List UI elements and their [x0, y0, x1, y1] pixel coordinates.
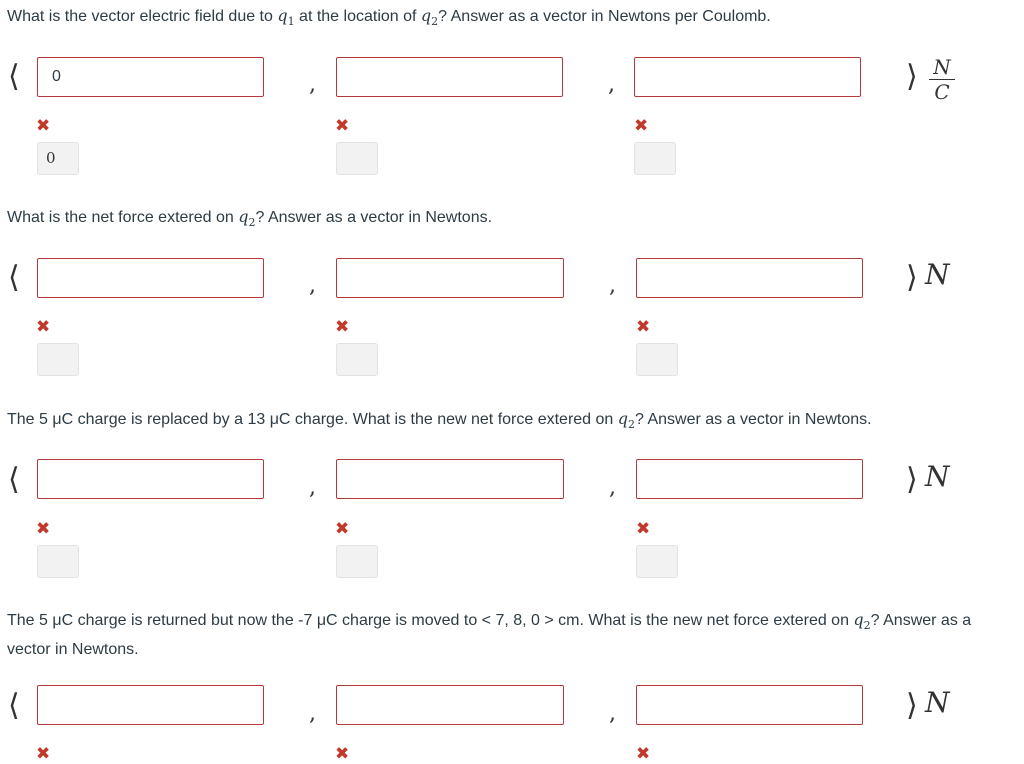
close-bracket: ⟩ — [906, 59, 918, 94]
close-bracket: ⟩ — [906, 688, 918, 723]
q1-symbol — [277, 6, 295, 29]
question-1-text-part: What is the vector electric field due to — [7, 8, 278, 25]
incorrect-icon: ✖ — [636, 317, 651, 337]
question-2-text-part: ? Answer as a vector in Newtons. — [255, 209, 493, 226]
q2-symbol — [853, 610, 871, 633]
unit-denominator: C — [934, 80, 950, 104]
q2-var: q — [617, 409, 629, 428]
q1-sub: 1 — [287, 15, 295, 29]
question-1-text-part: ? Answer as a vector in Newtons per Coulomb. — [438, 8, 771, 25]
comma: , — [609, 701, 616, 726]
incorrect-icon: ✖ — [335, 317, 350, 337]
q1-var: q — [277, 6, 288, 25]
question-3-text-part: The 5 μC charge is replaced by a 13 μC charge. What is the new net force extered on — [7, 411, 618, 428]
q2-var: q — [238, 207, 249, 226]
q4-x-input[interactable] — [37, 685, 264, 725]
incorrect-icon: ✖ — [36, 116, 51, 136]
unit-numerator: N — [933, 55, 951, 79]
comma: , — [309, 475, 316, 500]
q2-z-preview — [636, 343, 678, 376]
q3-x-preview — [37, 545, 79, 578]
q2-var: q — [853, 610, 864, 629]
q1-x-preview: 0 — [37, 142, 79, 175]
q2-y-input[interactable] — [336, 258, 564, 298]
incorrect-icon: ✖ — [335, 519, 350, 539]
incorrect-icon: ✖ — [36, 519, 51, 539]
q2-symbol — [617, 409, 636, 432]
question-3-text-part: ? Answer as a vector in Newtons. — [635, 411, 872, 428]
q2-y-preview — [336, 343, 378, 376]
q3-x-input[interactable] — [37, 459, 264, 499]
incorrect-icon: ✖ — [636, 744, 651, 764]
close-bracket: ⟩ — [906, 462, 918, 497]
open-bracket: ⟨ — [8, 59, 20, 94]
question-2-text-part: What is the net force extered on — [7, 209, 239, 226]
q2-symbol — [238, 207, 256, 230]
question-4-text — [7, 608, 1019, 662]
q3-z-input[interactable] — [636, 459, 863, 499]
q1-x-input[interactable] — [37, 57, 264, 97]
incorrect-icon: ✖ — [634, 116, 649, 136]
comma: , — [609, 475, 616, 500]
q2-symbol — [420, 6, 439, 29]
q2-sub: 2 — [628, 418, 636, 432]
unit-n-per-c — [929, 56, 955, 103]
comma: , — [309, 701, 316, 726]
q1-z-input[interactable] — [634, 57, 861, 97]
question-3-text — [7, 407, 1019, 437]
q3-y-input[interactable] — [336, 459, 564, 499]
q3-y-preview — [336, 545, 378, 578]
q1-y-input[interactable] — [336, 57, 563, 97]
close-bracket: ⟩ — [906, 260, 918, 295]
q2-x-input[interactable] — [37, 258, 264, 298]
open-bracket: ⟨ — [8, 462, 20, 497]
question-1-text-part: at the location of — [294, 8, 421, 25]
question-2-text — [7, 205, 1019, 235]
q3-z-preview — [636, 545, 678, 578]
q2-sub: 2 — [248, 216, 256, 230]
comma: , — [608, 72, 615, 97]
comma: , — [309, 273, 316, 298]
q2-x-preview — [37, 343, 79, 376]
q1-y-preview — [336, 142, 378, 175]
question-1-text — [7, 4, 1019, 34]
q4-y-input[interactable] — [336, 685, 564, 725]
incorrect-icon: ✖ — [36, 317, 51, 337]
q2-z-input[interactable] — [636, 258, 863, 298]
incorrect-icon: ✖ — [335, 116, 350, 136]
incorrect-icon: ✖ — [335, 744, 350, 764]
q2-var: q — [420, 6, 432, 25]
open-bracket: ⟨ — [8, 260, 20, 295]
question-4-text-part: ? Answer as a vector in Newtons. — [7, 612, 972, 659]
question-4-text-part: The 5 μC charge is returned but now the -7 μC charge is moved to < 7, 8, 0 > cm. What is the new net force extered on — [7, 612, 854, 629]
q2-sub: 2 — [431, 15, 439, 29]
unit-newtons: N — [925, 258, 950, 291]
open-bracket: ⟨ — [8, 688, 20, 723]
incorrect-icon: ✖ — [36, 744, 51, 764]
unit-newtons: N — [925, 460, 950, 493]
q2-sub: 2 — [863, 619, 871, 633]
comma: , — [309, 72, 316, 97]
unit-newtons: N — [925, 686, 950, 719]
comma: , — [609, 273, 616, 298]
incorrect-icon: ✖ — [636, 519, 651, 539]
q4-z-input[interactable] — [636, 685, 863, 725]
q1-z-preview — [634, 142, 676, 175]
